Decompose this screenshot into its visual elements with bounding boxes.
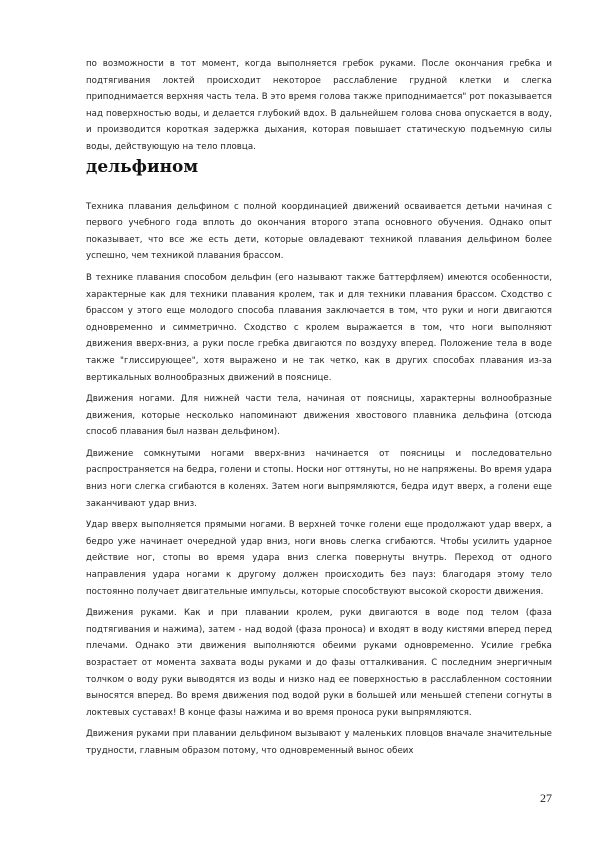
- paragraph-leg-movements: Движения ногами. Для нижней части тела, начиная от поясницы, характерны волнообразные движения, которые несколько напоминают движения хвостового плавника дельфина (отсюда способ плавания был назван дельфином).: [86, 394, 552, 438]
- paragraph-technique-intro: Техника плавания дельфином с полной координацией движений осваивается детьми начиная с первого учебного года вплоть до окончания второго этапа основного обучения. Однако опыт показывает, что все же есть дети, которые овладевают техникой плавания дельфином более успешно, чем техникой плавания брассом.: [86, 201, 552, 262]
- intro-paragraph: по возможности в тот момент, когда выполняется гребок руками. После окончания гребка и подтягивания локтей происходит некоторое расслабление грудной клетки и слегка приподнимается верхняя часть тела. В это время голова также приподнимается" рот показывается над поверхностью воды, и делается глубокий вдох. В дальнейшем голова снова опускается в воду, и производится короткая задержка дыхания, которая повышает статическую подъемную силы воды, действующую на тело пловца.: [86, 59, 552, 152]
- page-content: [86, 56, 552, 765]
- paragraph-leg-kick-down: Движение сомкнутыми ногами вверх-вниз начинается от поясницы и последовательно распространяется на бедра, голени и стопы. Носки ног оттянуты, но не напряжены. Во время удара вниз ноги слегка сгибаются в коленях. Затем ноги выпрямляются, бедра идут вверх, а голени еще заканчивают удар вниз.: [86, 448, 552, 509]
- paragraph-technique-features: В технике плавания способом дельфин (его называют также баттерфляем) имеются особенности, характерные как для техники плавания кролем, так и для техники плавания брассом. Сходство с брассом у этого еще молодого способа плавания заключается в том, что руки и ноги двигаются одновременно и симметрично. Сходство с кролем выражается в том, что ноги выполняют движения вверх-вниз, а руки после гребка двигаются по воздуху вперед. Положение тела в воде также "глиссирующее", хотя выражено и не так четко, как в других способах плавания из-за вертикальных волнообразных движений в пояснице.: [86, 272, 552, 383]
- page-number: 27: [540, 791, 552, 805]
- paragraph-arm-movements: Движения руками. Как и при плавании кролем, руки двигаются в воде под телом (фаза подтягивания и нажима), затем - над водой (фаза проноса) и входят в воду кистями вперед перед плечами. Однако эти движения выполняются обеими руками одновременно. Усилие гребка возрастает от момента захвата воды руками и до фазы отталкивания. С последним энергичным толчком о воду руки выводятся из воды и низко над ее поверхностью в расслабленном состоянии выносятся вперед. Во время движения под водой руки в большей или меньшей степени согнуты в локтевых суставах! В конце фазы нажима и во время проноса руки выпрямляются.: [86, 608, 552, 718]
- paragraph-arm-difficulties: Движения руками при плавании дельфином вызывают у маленьких пловцов вначале значительные трудности, главным образом потому, что одновременный вынос обеих: [86, 729, 552, 756]
- section-heading: дельфином: [86, 156, 199, 177]
- paragraph-leg-kick-up: Удар вверх выполняется прямыми ногами. В верхней точке голени еще продолжают удар вверх, а бедро уже начинает очередной удар вниз, ноги вновь слегка сгибаются. Чтобы усилить ударное действие ног, стопы во время удара вниз слегка повернуты внутрь. Переход от одного направления удара ногами к другому должен происходить без пауз: благодаря этому тело постоянно получает двигательные импульсы, которые способствуют высокой скорости движения.: [86, 520, 552, 597]
